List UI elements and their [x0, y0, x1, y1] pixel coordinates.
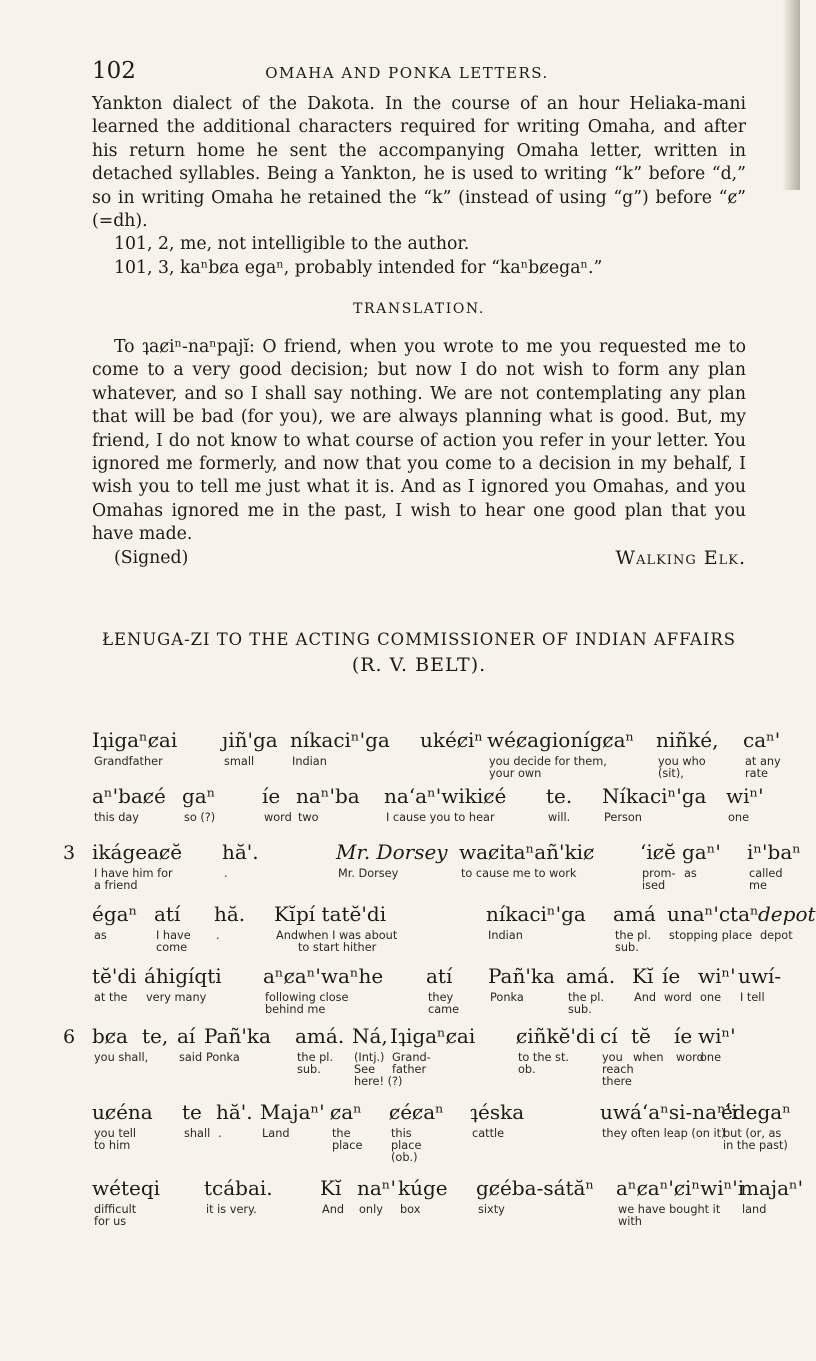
english-gloss: this day	[94, 811, 139, 824]
omaha-word: tĕ	[631, 1024, 651, 1048]
interlinear-line	[92, 902, 816, 955]
english-gloss: shall	[184, 1127, 211, 1140]
letter-subtitle: (R. V. BELT).	[351, 654, 487, 676]
english-gloss: small	[224, 755, 255, 768]
english-gloss: And	[322, 1203, 345, 1216]
english-gloss: I have come	[156, 929, 191, 955]
omaha-word: uwí-	[738, 964, 782, 988]
english-gloss: difficult for us	[94, 1203, 137, 1229]
omaha-word: caⁿ'	[743, 728, 781, 752]
omaha-word: wiⁿ'	[698, 1024, 736, 1048]
english-gloss: at any rate	[745, 755, 781, 781]
english-gloss: Land	[262, 1127, 290, 1140]
omaha-word: aⁿ'baȼé	[92, 784, 166, 808]
omaha-word: Mr. Dorsey	[336, 840, 448, 864]
signer-name: Walking Elk.	[615, 546, 746, 569]
english-gloss: so (?)	[184, 811, 216, 824]
omaha-word: ȼiñkĕ'di	[516, 1024, 596, 1048]
omaha-word: Majaⁿ'	[260, 1100, 325, 1124]
english-gloss: (Intj.) See here! (?)	[354, 1051, 403, 1089]
omaha-word: amá.	[566, 964, 616, 988]
english-gloss: they came	[428, 991, 460, 1017]
page-number: 102	[92, 58, 136, 84]
interlinear-line	[92, 964, 782, 1017]
omaha-word: waȼitaⁿañ'kiȼ	[459, 840, 595, 864]
omaha-word: aⁿȼaⁿ'waⁿhe	[263, 964, 384, 988]
english-gloss: you tell to him	[94, 1127, 137, 1153]
signed-label: (Signed)	[114, 547, 189, 568]
english-gloss: .	[216, 929, 220, 942]
omaha-word: wiⁿ'	[726, 784, 764, 808]
omaha-word: te	[182, 1100, 202, 1124]
omaha-word: Kĭ	[274, 902, 296, 926]
omaha-word: Iʇigaⁿȼai	[390, 1024, 476, 1048]
english-gloss: Indian	[292, 755, 327, 768]
english-gloss: following close behind me	[265, 991, 349, 1017]
english-gloss: you decide for them, your own	[489, 755, 607, 781]
english-gloss: will.	[548, 811, 571, 824]
omaha-word: ikágeaȼĕ	[92, 840, 183, 864]
english-gloss: word	[664, 991, 692, 1004]
omaha-word: aí	[177, 1024, 196, 1048]
english-gloss: the pl. sub.	[297, 1051, 334, 1077]
english-gloss: depot	[760, 929, 793, 942]
omaha-word: Kĭ	[320, 1176, 342, 1200]
omaha-word: ȼaⁿ	[330, 1100, 362, 1124]
english-gloss: word	[676, 1051, 704, 1064]
omaha-word: depot	[758, 902, 816, 926]
english-gloss: Grand- father	[392, 1051, 431, 1077]
omaha-word: ukéȼiⁿ	[420, 728, 484, 752]
omaha-word: unaⁿ'ctaⁿ	[667, 902, 759, 926]
line-number: 6	[63, 1026, 76, 1048]
omaha-word: te.	[546, 784, 573, 808]
english-gloss: the pl. sub.	[568, 991, 605, 1017]
english-gloss: as	[684, 867, 697, 880]
english-gloss: when	[633, 1051, 664, 1064]
omaha-word: tcábai.	[204, 1176, 273, 1200]
intro-section	[92, 93, 746, 280]
english-gloss: when I was about to start hither	[298, 929, 398, 955]
omaha-word: ʇéska	[470, 1100, 525, 1124]
english-gloss: it is very.	[206, 1203, 257, 1216]
omaha-word: íe	[674, 1024, 693, 1048]
omaha-word: atí	[426, 964, 453, 988]
english-gloss: you shall,	[94, 1051, 149, 1064]
english-gloss: I tell	[740, 991, 765, 1004]
english-gloss: one	[700, 991, 722, 1004]
english-gloss: at the	[94, 991, 128, 1004]
letter-title: ŁENUGA-ZI TO THE ACTING COMMISSIONER OF INDIAN AFFAIRS	[102, 630, 736, 649]
omaha-word: gȼéba-sátăⁿ	[476, 1176, 595, 1200]
english-gloss: .	[218, 1127, 222, 1140]
omaha-word: bȼa	[92, 1024, 128, 1048]
omaha-word: íe	[662, 964, 681, 988]
note-2: 101, 3, kaⁿbȼa egaⁿ, probably intended for “kaⁿbȼegaⁿ.”	[114, 257, 603, 278]
english-gloss: I have him for a friend	[94, 867, 173, 893]
omaha-word: te,	[142, 1024, 169, 1048]
english-gloss: Grandfather	[94, 755, 163, 768]
omaha-word: majaⁿ'	[740, 1176, 804, 1200]
omaha-word: uȼéna	[92, 1100, 153, 1124]
omaha-word: aⁿȼaⁿ'ȼiⁿwiⁿ'i	[616, 1176, 745, 1200]
english-gloss: .	[224, 867, 228, 880]
omaha-word: Pañ'ka	[204, 1024, 271, 1048]
omaha-word: amá	[613, 902, 656, 926]
omaha-word: naⁿ'	[357, 1176, 396, 1200]
english-gloss: word	[264, 811, 292, 824]
english-gloss: you reach there	[602, 1051, 634, 1089]
omaha-word: gaⁿ'	[682, 840, 721, 864]
running-title: OMAHA AND PONKA LETTERS.	[265, 64, 549, 82]
english-gloss: called me	[749, 867, 783, 893]
english-gloss: And	[634, 991, 657, 1004]
omaha-word: Iʇigaⁿȼai	[92, 728, 178, 752]
english-gloss: one	[728, 811, 750, 824]
omaha-word: hă'.	[216, 1100, 253, 1124]
interlinear-line	[92, 1176, 804, 1229]
omaha-word: Ná,	[352, 1024, 388, 1048]
interlinear-line	[63, 840, 801, 893]
omaha-word: wiⁿ'	[698, 964, 736, 988]
english-gloss: Indian	[488, 929, 523, 942]
omaha-word: íe	[262, 784, 281, 808]
intro-paragraph: Yankton dialect of the Dakota. In the course of an hour Heliaka-mani learned the additional characters required for writing Omaha, and after his return home he sent the accompanying Omaha letter, written in detached syllables. Being a Yankton, he is used to writing “k” before “d,” so in writing Omaha he retained the “k” (instead of using “g”) before “ȼ” (=dh).	[92, 94, 746, 232]
omaha-word: uwá‘aⁿsi-naⁿ'i	[600, 1100, 738, 1124]
english-gloss: they often leap (on it)	[602, 1127, 726, 1140]
english-gloss: sixty	[478, 1203, 505, 1216]
english-gloss: we have bought it with	[618, 1203, 721, 1229]
omaha-word: iⁿ'baⁿ	[747, 840, 801, 864]
omaha-word: Kĭ	[632, 964, 654, 988]
english-gloss: two	[298, 811, 319, 824]
interlinear-line	[92, 784, 764, 830]
note-1: 101, 2, me, not intelligible to the author.	[114, 234, 470, 255]
omaha-word: ȷiñ'ga	[222, 728, 278, 752]
english-gloss: said	[179, 1051, 203, 1064]
english-gloss: cattle	[472, 1127, 505, 1140]
omaha-word: atí	[154, 902, 181, 926]
interlinear-line	[92, 1100, 791, 1165]
english-gloss: this place (ob.)	[391, 1127, 422, 1165]
line-number: 3	[63, 842, 76, 864]
omaha-word: tĕ'di	[92, 964, 137, 988]
english-gloss: to cause me to work	[461, 867, 577, 880]
omaha-word: pí tatĕ'di	[296, 902, 387, 926]
english-gloss: prom- ised	[642, 867, 676, 893]
english-gloss: stopping place	[669, 929, 753, 942]
translation-paragraph: To ʇaȼiⁿ-naⁿpajĭ: O friend, when you wrote to me you requested me to come to a very good decision; but now I do not wish to form any plan whatever, and so I shall say nothing. We are not contemplating any plan that will be bad (for you), we are always planning what is good. But, my friend, I do not know to what course of action you refer in your letter. You ignored me formerly, and now that you come to a decision in my behalf, I wish you to tell me just what it is. And as I ignored you Omahas, and you Omahas ignored me in the past, I wish to hear one good plan that you have made.	[92, 337, 746, 545]
english-gloss: very many	[146, 991, 207, 1004]
omaha-word: níkaciⁿ'ga	[486, 902, 586, 926]
omaha-word: gaⁿ	[182, 784, 216, 808]
omaha-word: hă.	[214, 902, 246, 926]
page-header	[92, 58, 722, 98]
translation-section	[92, 336, 746, 570]
omaha-word: áhigíqti	[144, 964, 222, 988]
english-gloss: the place	[332, 1127, 363, 1153]
omaha-word: égaⁿ	[92, 902, 138, 926]
omaha-word: na‘aⁿ'wikiȼé	[384, 784, 507, 808]
english-gloss: land	[742, 1203, 767, 1216]
omaha-word: Níkaciⁿ'ga	[602, 784, 707, 808]
english-gloss: Ponka	[490, 991, 524, 1004]
english-gloss: but (or, as in the past)	[723, 1127, 788, 1153]
english-gloss: And	[276, 929, 299, 942]
omaha-word: hă'.	[222, 840, 259, 864]
english-gloss: only	[359, 1203, 383, 1216]
english-gloss: Mr. Dorsey	[338, 867, 399, 880]
omaha-word: wéteqi	[92, 1176, 161, 1200]
translation-heading: TRANSLATION.	[353, 301, 485, 317]
omaha-word: ‘iȼĕ	[640, 840, 676, 864]
english-gloss: you who (sit),	[658, 755, 706, 781]
omaha-word: niñké,	[656, 728, 719, 752]
omaha-word: naⁿ'ba	[296, 784, 360, 808]
omaha-word: édegaⁿ	[721, 1100, 791, 1124]
omaha-word: wéȼagionígȼaⁿ	[487, 728, 635, 752]
english-gloss: Person	[604, 811, 642, 824]
omaha-word: ȼéȼaⁿ	[389, 1100, 444, 1124]
scan-edge-shadow	[782, 0, 800, 190]
interlinear-line	[63, 1024, 752, 1089]
english-gloss: the pl. sub.	[615, 929, 652, 955]
english-gloss: I cause you to hear	[386, 811, 495, 824]
omaha-word: amá.	[295, 1024, 345, 1048]
english-gloss: one	[700, 1051, 722, 1064]
english-gloss: to the st. ob.	[518, 1051, 569, 1077]
omaha-word: kúge	[398, 1176, 448, 1200]
english-gloss: as	[94, 929, 107, 942]
omaha-word: Pañ'ka	[488, 964, 555, 988]
english-gloss: box	[400, 1203, 421, 1216]
interlinear-line	[92, 728, 781, 781]
english-gloss: Ponka	[206, 1051, 240, 1064]
omaha-word: cí	[600, 1024, 618, 1048]
omaha-word: níkaciⁿ'ga	[290, 728, 390, 752]
